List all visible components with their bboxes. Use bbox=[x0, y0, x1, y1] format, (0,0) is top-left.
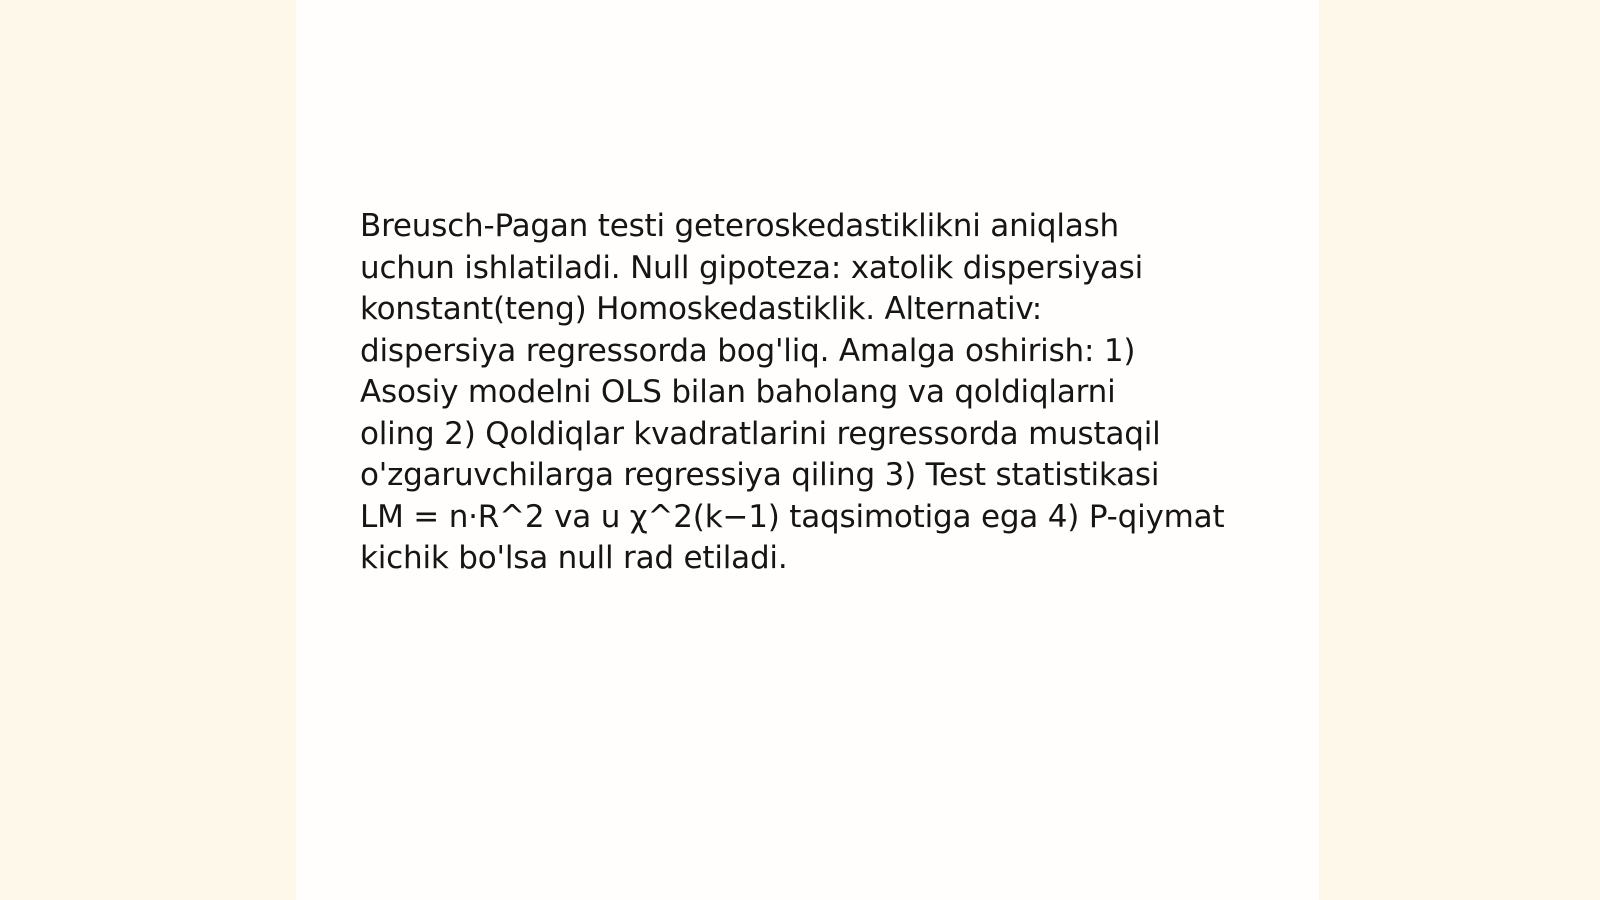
document-page bbox=[296, 0, 1319, 900]
paragraph-line: uchun ishlatiladi. Null gipoteza: xatolik dispersiyasi bbox=[360, 249, 1144, 286]
paragraph-line: o'zgaruvchilarga regressiya qiling 3) Test statistikasi bbox=[360, 457, 1160, 493]
paragraph-line: LM = n·R^2 va u χ^2(k−1) taqsimotiga ega 4) P-qiymat bbox=[360, 498, 1225, 535]
paragraph-line: dispersiya regressorda bog'liq. Amalga oshirish: 1) bbox=[360, 332, 1136, 369]
paragraph-line: konstant(teng) Homoskedastiklik. Alternativ: bbox=[360, 291, 1043, 327]
paragraph-line: oling 2) Qoldiqlar kvadratlarini regressorda mustaqil bbox=[360, 415, 1161, 452]
body-paragraph bbox=[360, 206, 1260, 580]
paragraph-line: Asosiy modelni OLS bilan baholang va qoldiqlarni bbox=[360, 374, 1116, 410]
paragraph-line: kichik bo'lsa null rad etiladi. bbox=[360, 540, 788, 576]
paragraph-line: Breusch-Pagan testi geteroskedastiklikni aniqlash bbox=[360, 208, 1120, 244]
